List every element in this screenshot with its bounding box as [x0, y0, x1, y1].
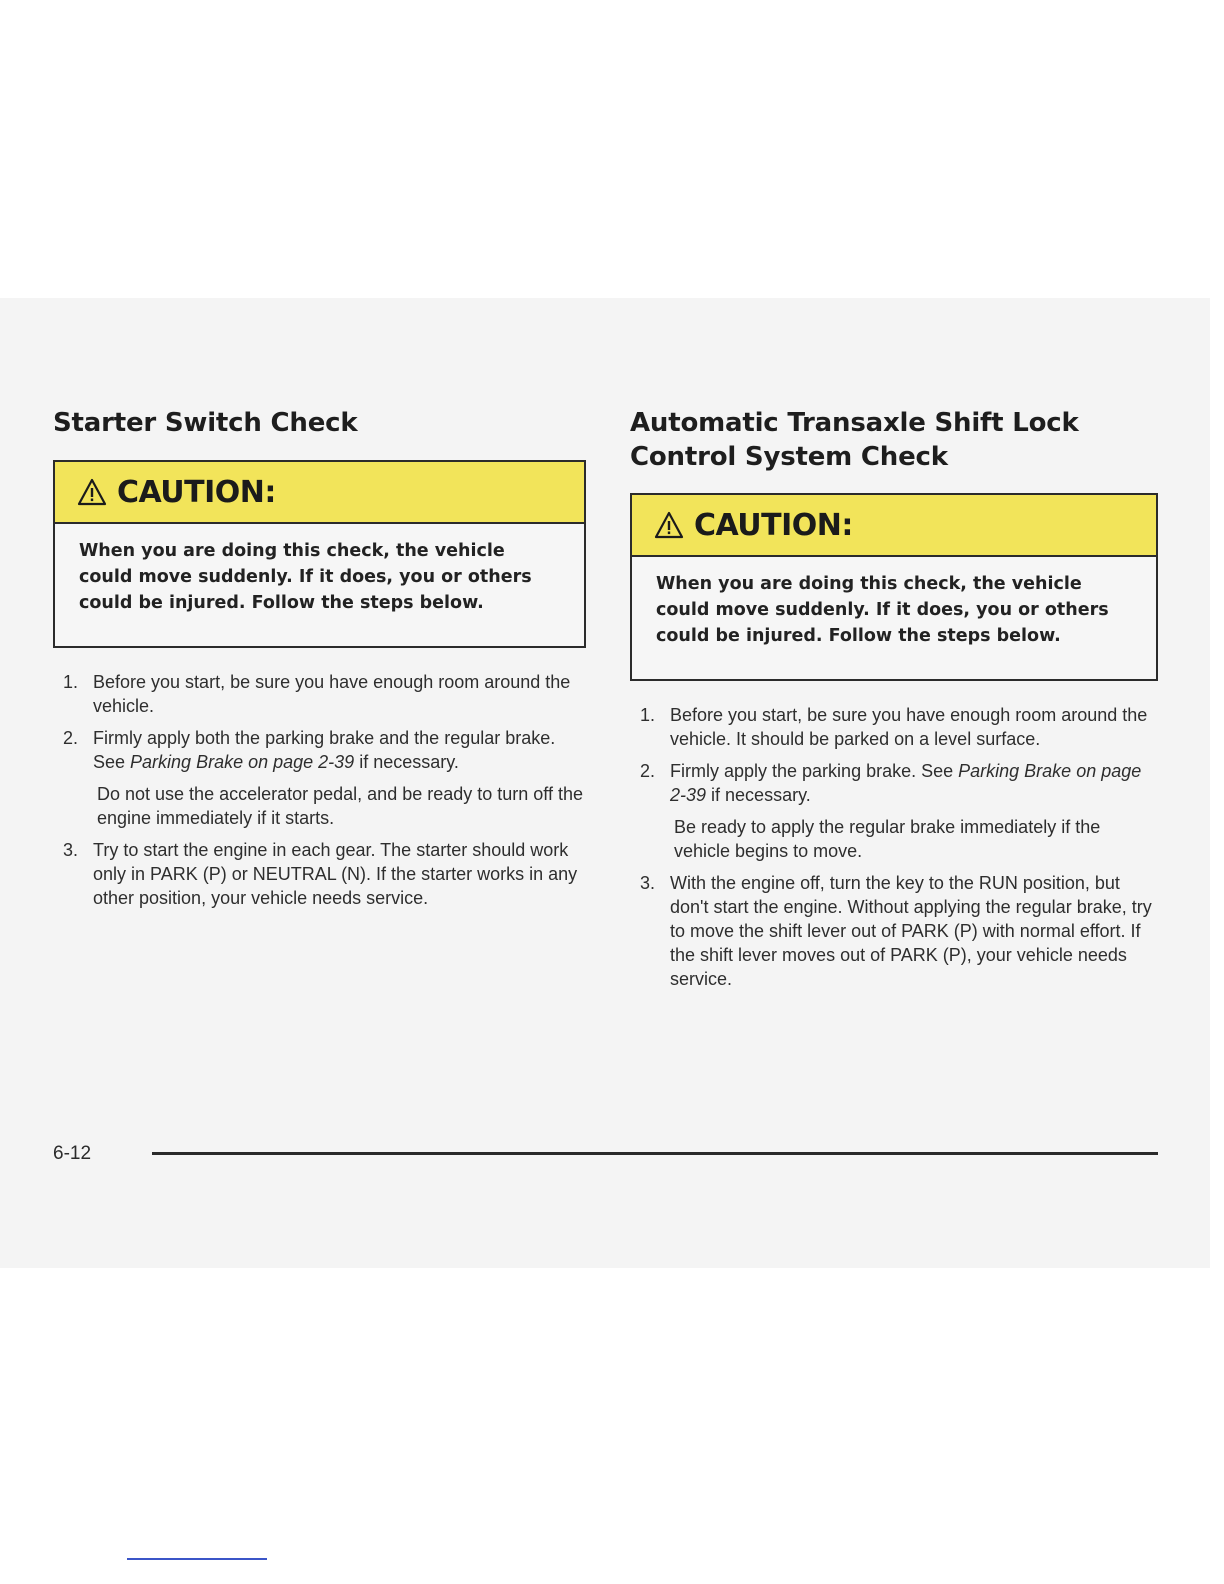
page-reference: Parking Brake on page 2-39 [670, 761, 1142, 805]
list-item [630, 759, 1160, 863]
list-item [53, 838, 588, 910]
step-text: Firmly apply the parking brake. See [670, 761, 959, 781]
footer-rule [152, 1152, 1158, 1155]
caution-label: CAUTION: [117, 474, 276, 510]
warning-triangle-icon [654, 511, 684, 539]
list-item [630, 871, 1160, 991]
page-reference: Parking Brake on page 2-39 [130, 752, 355, 772]
step-number: 3. [640, 873, 656, 893]
caution-box [630, 493, 1158, 681]
caution-text: When you are doing this check, the vehicle could move suddenly. If it does, you or others could be injured. Follow the steps below. [656, 574, 1109, 646]
step-text-after: if necessary. [706, 785, 811, 805]
list-item [53, 670, 588, 718]
step-note: Be ready to apply the regular brake immediately if the vehicle begins to move. [674, 817, 1101, 861]
step-number: 3. [63, 840, 79, 860]
step-text: Firmly apply both the parking brake and the regular brake. See [93, 728, 556, 772]
step-note: Do not use the accelerator pedal, and be ready to turn off the engine immediately if it starts. [97, 784, 583, 828]
step-text: Try to start the engine in each gear. The starter should work only in PARK (P) or NEUTRAL (N). If the starter works in any other position, your vehicle needs service. [93, 840, 578, 908]
section-title: Starter Switch Check [53, 408, 358, 438]
caution-header [632, 495, 1156, 557]
list-item [630, 703, 1160, 751]
manual-page [0, 298, 1210, 1268]
caution-header [55, 462, 584, 524]
caution-label: CAUTION: [694, 507, 853, 543]
section-title: Automatic Transaxle Shift Lock Control System Check [630, 408, 1079, 472]
steps-list [630, 703, 1160, 999]
caution-text: When you are doing this check, the vehicle could move suddenly. If it does, you or others could be injured. Follow the steps below. [79, 541, 532, 613]
scan-mark-line [127, 1558, 267, 1560]
step-text: Before you start, be sure you have enough room around the vehicle. [93, 672, 571, 716]
step-text-after: if necessary. [354, 752, 459, 772]
step-number: 1. [640, 705, 656, 725]
warning-triangle-icon [77, 478, 107, 506]
list-item [53, 726, 588, 830]
step-text: With the engine off, turn the key to the RUN position, but don't start the engine. Without applying the regular brake, try to move the shift lever out of PARK (P) with normal effort. If the shift lever moves out of PARK (P), your vehicle needs service. [670, 873, 1152, 989]
step-text: Before you start, be sure you have enough room around the vehicle. It should be parked on a level surface. [670, 705, 1148, 749]
step-number: 1. [63, 672, 79, 692]
page-number: 6-12 [53, 1143, 92, 1164]
step-number: 2. [640, 761, 656, 781]
caution-box [53, 460, 586, 648]
steps-list [53, 670, 588, 918]
step-number: 2. [63, 728, 79, 748]
